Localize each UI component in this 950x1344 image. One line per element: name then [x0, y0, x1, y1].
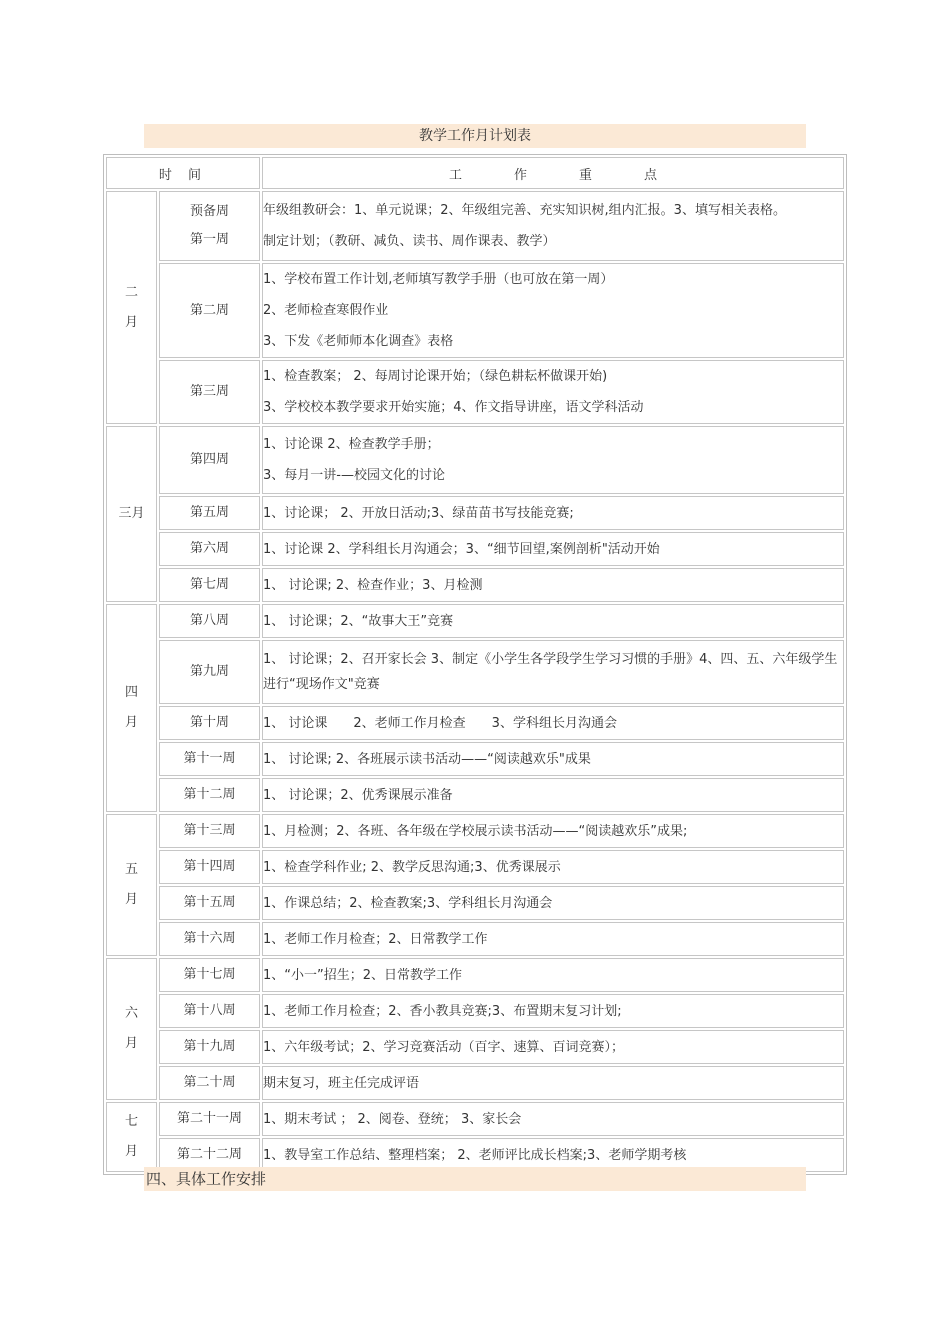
month-cell: 三月	[106, 426, 157, 602]
work-cell	[262, 814, 844, 848]
work-cell	[262, 640, 844, 704]
plan-title: 教学工作月计划表	[144, 124, 806, 148]
work-item: 1、 讨论课 2、老师工作月检查 3、学科组长月沟通会	[263, 715, 617, 731]
week-cell	[159, 706, 260, 740]
week-label: 第二十周	[183, 1075, 236, 1090]
week-row	[106, 568, 844, 602]
work-item: 1、讨论课 2、学科组长月沟通会；3、“细节回望,案例剖析"活动开始	[263, 541, 660, 557]
work-cell	[262, 1030, 844, 1064]
week-cell	[159, 778, 260, 812]
work-cell	[262, 922, 844, 956]
work-item: 1、讨论课； 2、开放日活动;3、绿苗苗书写技能竞赛;	[263, 505, 574, 521]
week-label: 第二十一周	[176, 1111, 242, 1126]
header-work	[262, 157, 844, 189]
week-row	[106, 191, 844, 261]
week-label: 第八周	[189, 613, 229, 628]
week-cell	[159, 604, 260, 638]
week-row	[106, 1102, 844, 1136]
week-label: 第十周	[189, 715, 229, 730]
week-row	[106, 496, 844, 530]
week-row	[106, 706, 844, 740]
week-cell	[159, 191, 260, 261]
work-cell	[262, 191, 844, 261]
week-label: 第十七周	[183, 967, 236, 982]
work-item: 1、老师工作月检查；2、日常教学工作	[263, 931, 488, 947]
work-cell	[262, 850, 844, 884]
plan-table-body	[106, 157, 844, 1172]
month-cell: 六 月	[106, 958, 157, 1100]
week-label: 第三周	[189, 384, 229, 399]
work-item: 3、学校校本教学要求开始实施；4、作文指导讲座，语文学科活动	[263, 400, 644, 415]
week-label: 第十一周	[183, 751, 236, 766]
work-cell	[262, 568, 844, 602]
work-item: 制定计划；（教研、减负、读书、周作课表、教学）	[263, 234, 556, 249]
week-cell	[159, 1102, 260, 1136]
week-cell	[159, 568, 260, 602]
week-label: 第十九周	[183, 1039, 236, 1054]
week-row	[106, 604, 844, 638]
week-row	[106, 922, 844, 956]
work-item: 1、六年级考试；2、学习竞赛活动（百字、速算、百词竞赛）；	[263, 1039, 625, 1055]
week-row	[106, 958, 844, 992]
week-label: 第二十二周	[176, 1147, 242, 1162]
week-cell	[159, 1066, 260, 1100]
week-cell	[159, 496, 260, 530]
week-row	[106, 532, 844, 566]
week-label: 第十四周	[183, 859, 236, 874]
week-cell	[159, 640, 260, 704]
work-item: 3、下发《老师师本化调查》表格	[263, 334, 454, 349]
work-item: 年级组教研会：1、单元说课；2、年级组完善、充实知识树,组内汇报。3、填写相关表格。	[263, 203, 786, 218]
week-label: 第二周	[189, 302, 229, 318]
work-cell	[262, 426, 844, 494]
week-cell	[159, 958, 260, 992]
work-cell	[262, 742, 844, 776]
header-work-char: 工	[448, 167, 462, 183]
week-label: 第七周	[189, 577, 229, 592]
week-cell	[159, 850, 260, 884]
week-label: 第十二周	[183, 787, 236, 802]
week-row	[106, 426, 844, 494]
work-item: 1、检查教案； 2、每周讨论课开始；（绿色耕耘杯做课开始)	[263, 369, 608, 384]
work-item: 1、 讨论课；2、优秀课展示准备	[263, 787, 453, 803]
week-cell	[159, 994, 260, 1028]
week-label: 第一周	[189, 232, 229, 247]
week-row	[106, 886, 844, 920]
week-label: 第十五周	[183, 895, 236, 910]
work-item: 1、月检测；2、各班、各年级在学校展示读书活动——“阅读越欢乐”成果;	[263, 823, 688, 839]
week-cell	[159, 886, 260, 920]
work-cell	[262, 994, 844, 1028]
month-cell: 七 月	[106, 1102, 157, 1172]
month-cell: 四 月	[106, 604, 157, 812]
header-row	[106, 157, 844, 189]
work-item: 1、期末考试 ； 2、阅卷、登统； 3、家长会	[263, 1111, 522, 1127]
work-item: 期末复习，班主任完成评语	[263, 1075, 420, 1091]
work-item: 3、每月一讲-—校园文化的讨论	[263, 468, 445, 483]
work-item: 1、教导室工作总结、整理档案； 2、老师评比成长档案;3、老师学期考核	[263, 1147, 687, 1163]
work-cell	[262, 604, 844, 638]
week-cell	[159, 426, 260, 494]
week-label: 第四周	[189, 452, 229, 467]
section-heading: 四、具体工作安排	[144, 1167, 806, 1191]
work-item: 1、检查学科作业; 2、教学反思沟通;3、优秀课展示	[263, 859, 561, 875]
work-cell	[262, 1102, 844, 1136]
week-label: 第十三周	[183, 823, 236, 838]
work-cell	[262, 263, 844, 358]
week-label: 第十六周	[183, 931, 236, 946]
header-work-char: 点	[644, 167, 658, 183]
work-item: 1、老师工作月检查；2、香小教具竞赛;3、布置期末复习计划;	[263, 1003, 622, 1019]
week-label: 第十八周	[183, 1003, 236, 1018]
week-row	[106, 1030, 844, 1064]
work-cell	[262, 958, 844, 992]
work-item: 1、学校布置工作计划,老师填写教学手册（也可放在第一周）	[263, 272, 614, 287]
work-item: 1、 讨论课；2、召开家长会 3、制定《小学生各学段学生学习习惯的手册》4、四、五、六年级学生进行“现场作文"竞赛	[263, 652, 838, 692]
work-cell	[262, 1066, 844, 1100]
week-row	[106, 778, 844, 812]
week-label: 第六周	[189, 541, 229, 556]
week-cell	[159, 263, 260, 358]
work-item: 1、 讨论课; 2、各班展示读书活动——“阅读越欢乐"成果	[263, 751, 591, 767]
work-item: 1、讨论课 2、检查教学手册；	[263, 437, 440, 452]
monthly-plan-table	[103, 154, 847, 1175]
week-row	[106, 742, 844, 776]
work-cell	[262, 496, 844, 530]
work-cell	[262, 360, 844, 424]
work-cell	[262, 778, 844, 812]
week-cell	[159, 742, 260, 776]
header-time: 时 间	[106, 157, 260, 189]
month-cell: 二 月	[106, 191, 157, 424]
work-item: 1、 讨论课; 2、检查作业；3、月检测	[263, 577, 483, 593]
week-row	[106, 1066, 844, 1100]
week-label: 预备周	[189, 204, 229, 219]
week-row	[106, 640, 844, 704]
month-cell: 五 月	[106, 814, 157, 956]
week-cell	[159, 922, 260, 956]
week-cell	[159, 1030, 260, 1064]
header-work-char: 作	[513, 167, 527, 183]
work-item: 1、“小一”招生；2、日常教学工作	[263, 967, 463, 983]
header-work-char: 重	[579, 167, 593, 183]
work-item: 1、作课总结；2、检查教案;3、学科组长月沟通会	[263, 895, 553, 911]
week-row	[106, 850, 844, 884]
work-cell	[262, 532, 844, 566]
work-item: 2、老师检查寒假作业	[263, 303, 389, 318]
week-row	[106, 360, 844, 424]
week-label: 第九周	[189, 664, 229, 679]
week-row	[106, 994, 844, 1028]
week-label: 第五周	[189, 505, 229, 520]
work-cell	[262, 886, 844, 920]
week-row	[106, 814, 844, 848]
week-cell	[159, 360, 260, 424]
week-row	[106, 263, 844, 358]
work-cell	[262, 706, 844, 740]
week-cell	[159, 532, 260, 566]
week-cell	[159, 814, 260, 848]
work-item: 1、 讨论课；2、“故事大王”竞赛	[263, 613, 454, 629]
